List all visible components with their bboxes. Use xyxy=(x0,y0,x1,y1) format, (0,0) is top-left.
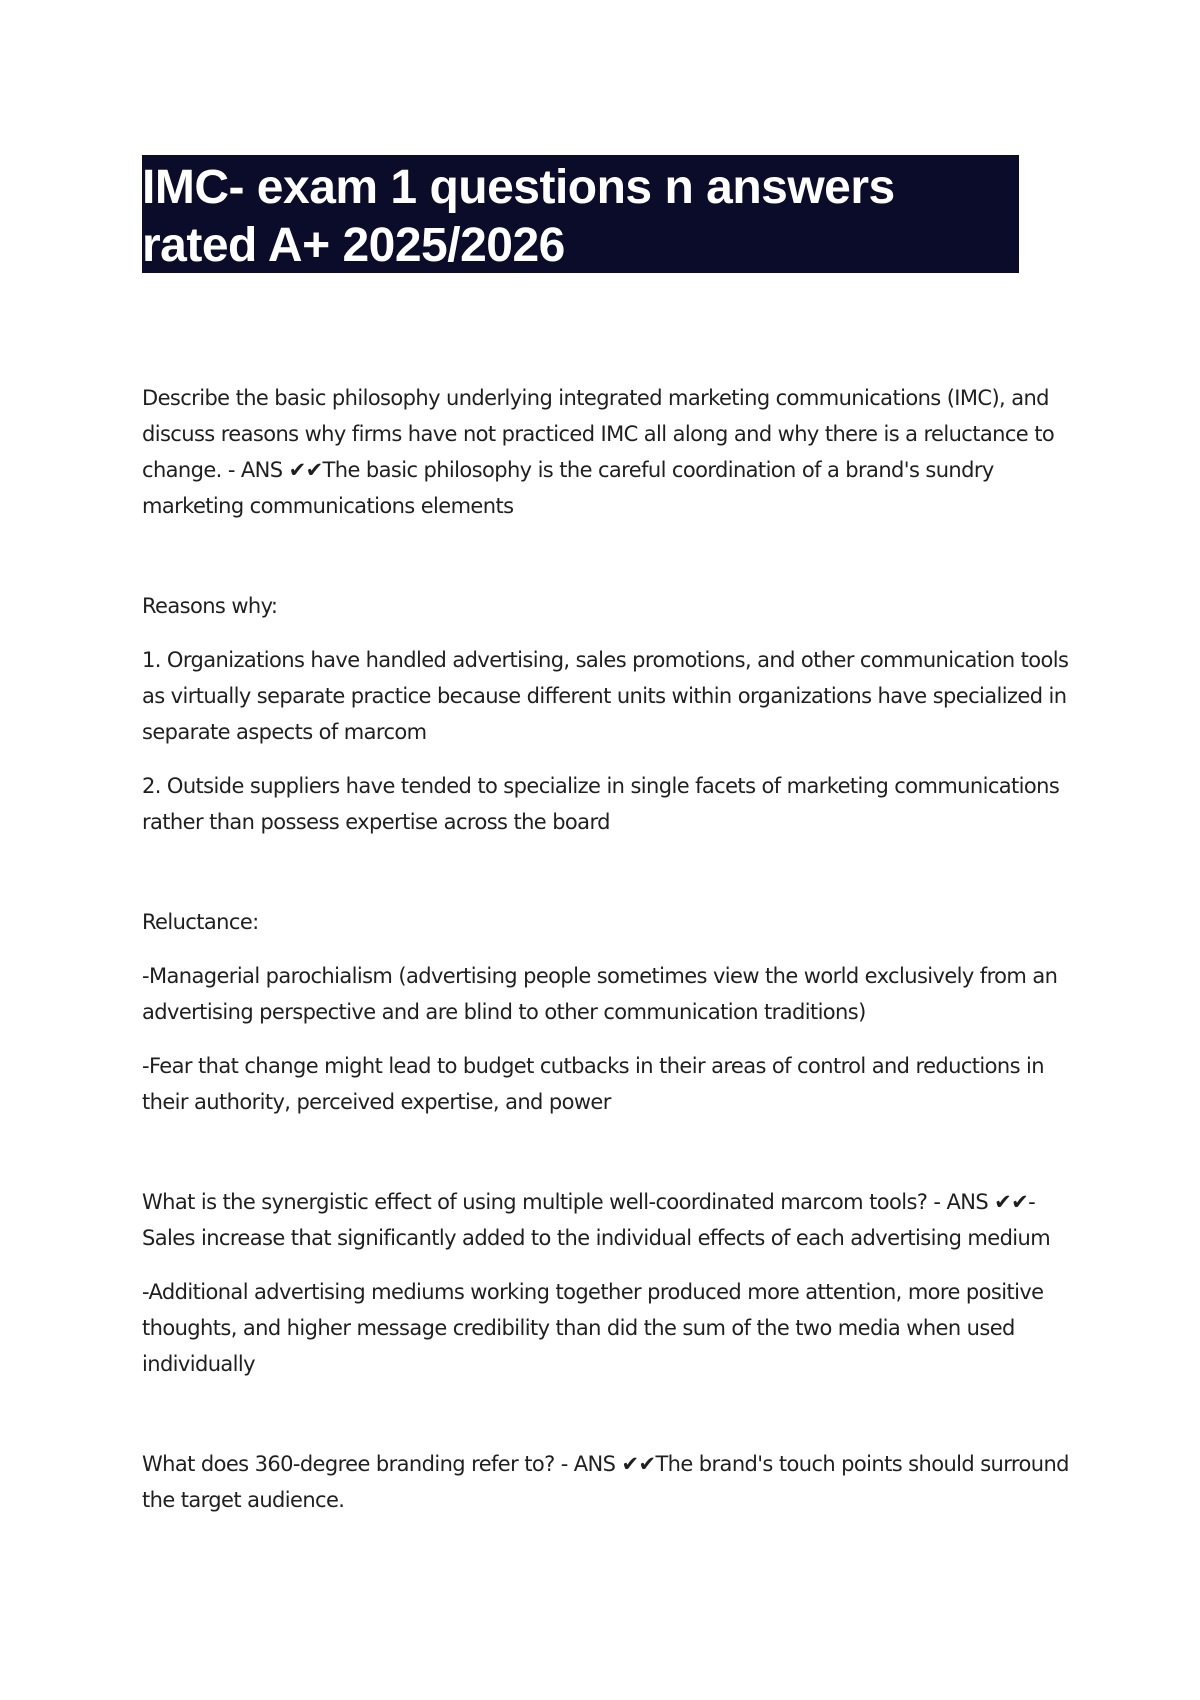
title-line-1: IMC- exam 1 questions n answers xyxy=(142,161,895,214)
document-body xyxy=(142,380,1072,1518)
reluctance-1: -Managerial parochialism (advertising people sometimes view the world exclusively from an advertising perspective and are blind to other communication traditions) xyxy=(142,964,1058,1024)
question-3: What does 360-degree branding refer to? - ANS ✔✔The brand's touch points should surround the target audience. xyxy=(142,1452,1069,1512)
reasons-heading: Reasons why: xyxy=(142,594,278,618)
title-line-2: rated A+ 2025/2026 xyxy=(142,219,565,272)
reason-2: 2. Outside suppliers have tended to specialize in single facets of marketing communications rather than possess expertise across the board xyxy=(142,774,1060,834)
question-2-extra: -Additional advertising mediums working together produced more attention, more positive thoughts, and higher message credibility than did the sum of the two media when used individually xyxy=(142,1280,1044,1376)
question-2: What is the synergistic effect of using multiple well-coordinated marcom tools? - ANS ✔✔-Sales increase that significantly added to the individual effects of each advertising medium xyxy=(142,1190,1051,1250)
reason-1: 1. Organizations have handled advertising, sales promotions, and other communication tools as virtually separate practice because different units within organizations have specialized in separate aspects of marcom xyxy=(142,648,1069,744)
reluctance-2: -Fear that change might lead to budget cutbacks in their areas of control and reductions in their authority, perceived expertise, and power xyxy=(142,1054,1044,1114)
question-1: Describe the basic philosophy underlying integrated marketing communications (IMC), and discuss reasons why firms have not practiced IMC all along and why there is a reluctance to change. - ANS ✔✔The basic philosophy is the careful coordination of a brand's sundry marketing communications elements xyxy=(142,386,1055,518)
document-title xyxy=(142,155,1019,273)
reluctance-heading: Reluctance: xyxy=(142,910,259,934)
